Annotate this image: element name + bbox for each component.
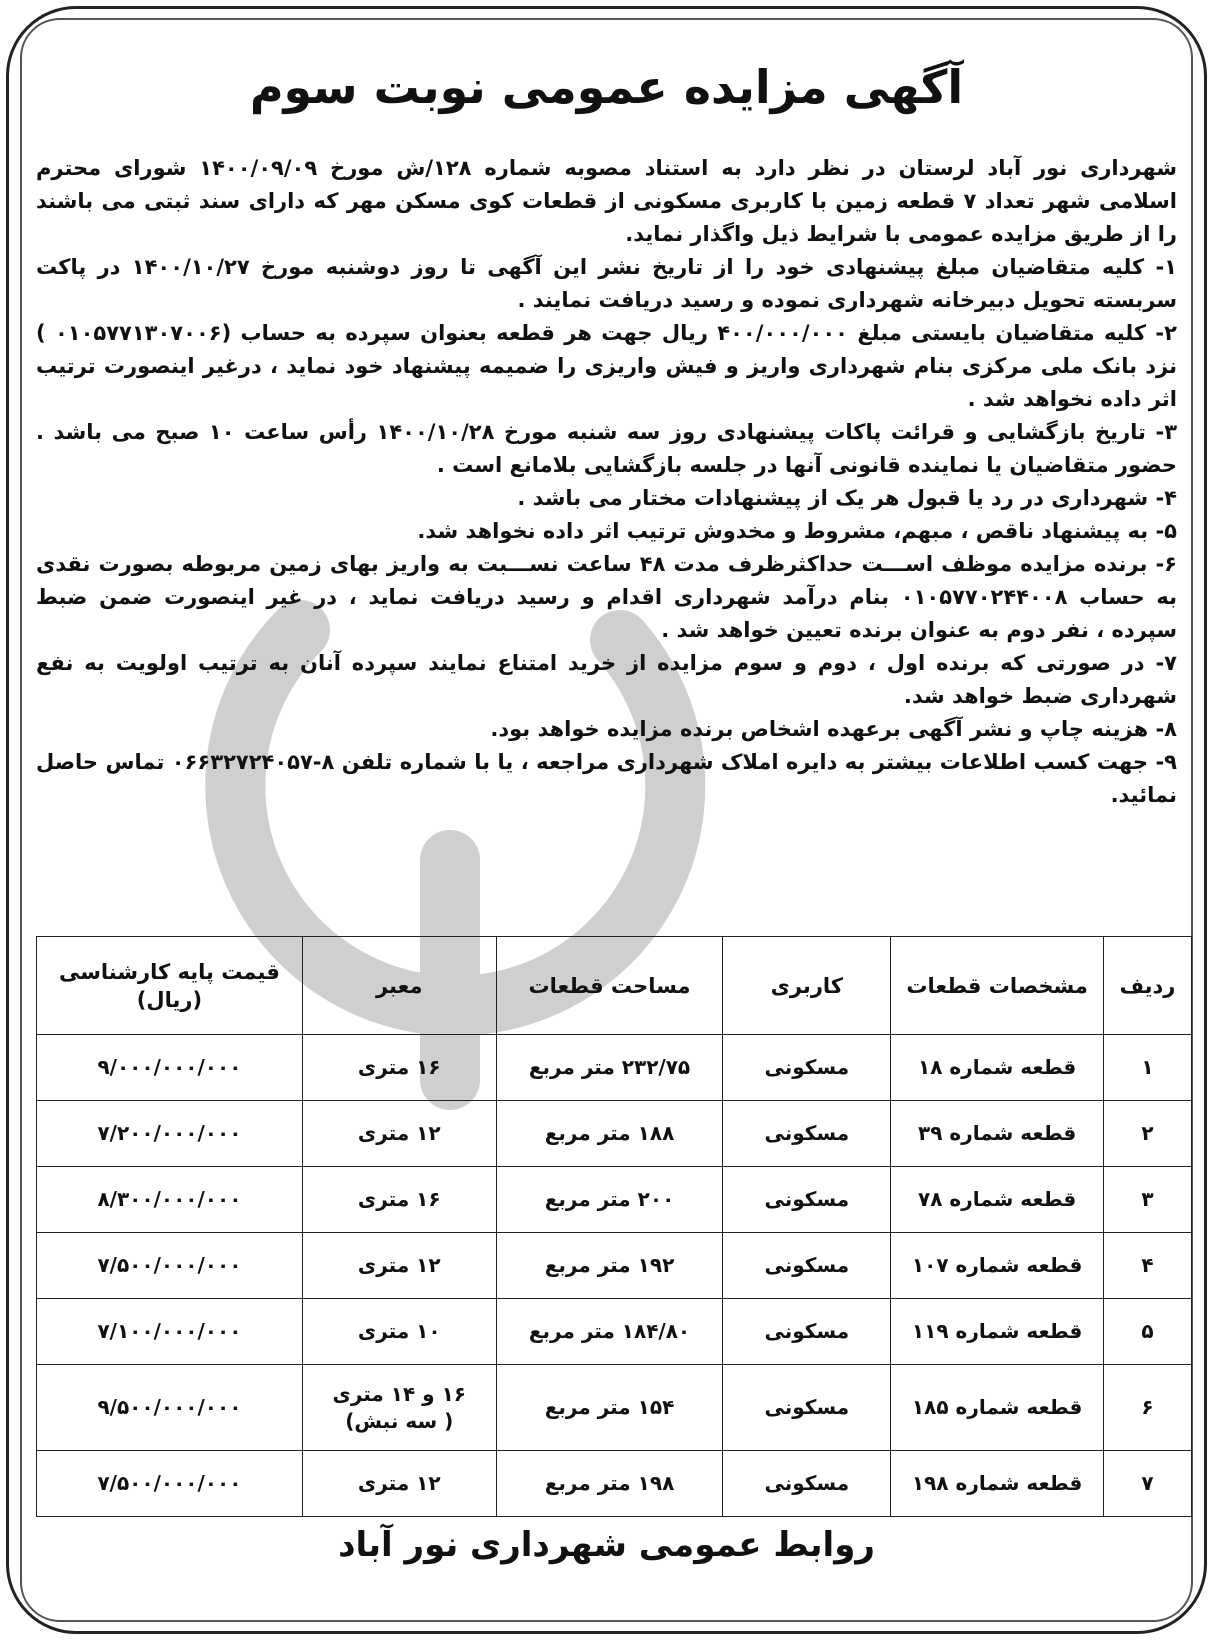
cell-spec: قطعه شماره ۱۸: [891, 1035, 1104, 1101]
cell-price: ۷/۱۰۰/۰۰۰/۰۰۰: [37, 1299, 303, 1365]
cell-use: مسکونی: [723, 1167, 891, 1233]
header-price: [37, 937, 303, 1035]
cell-use: مسکونی: [723, 1233, 891, 1299]
cell-spec: قطعه شماره ۳۹: [891, 1101, 1104, 1167]
cell-row-number: ۳: [1104, 1167, 1192, 1233]
cell-use: مسکونی: [723, 1299, 891, 1365]
footer-signature: روابط عمومی شهرداری نور آباد: [338, 1525, 875, 1565]
cell-use: مسکونی: [723, 1101, 891, 1167]
cell-price: ۹/۰۰۰/۰۰۰/۰۰۰: [37, 1035, 303, 1101]
passage-note: ( سه نبش): [345, 1408, 454, 1433]
clause-6: ۶- برنده مزایده موظف اســـت حداکثرظرف مدت ۴۸ ساعت نســـبت به واریز بهای زمین مربوطه بصورت نقدی به حساب ۰۱۰۵۷۷۰۲۴۴۰۰۸ بنام درآمد شهرداری اقدام و رسید دریافت نماید ، در غیر اینصورت ضمن ضبط سپرده ، نفر دوم به عنوان برنده تعیین خواهد شد .: [36, 552, 1178, 642]
clause-1: ۱- کلیه متقاضیان مبلغ پیشنهادی خود را از تاریخ نشر این آگهی تا روز دوشنبه مورخ ۱۴۰۰/۱۰/۲۷ در پاکت سربسته تحویل دبیرخانه شهرداری نموده و رسید دریافت نمایند .: [36, 255, 1177, 312]
cell-price: ۷/۵۰۰/۰۰۰/۰۰۰: [37, 1233, 303, 1299]
header-use: کاربری: [723, 937, 891, 1035]
cell-passage: ۱۶ متری: [302, 1167, 496, 1233]
cell-area: ۱۸۸ متر مربع: [496, 1101, 723, 1167]
table-row: [37, 1167, 1192, 1233]
cell-row-number: ۵: [1104, 1299, 1192, 1365]
cell-passage: ۱۲ متری: [302, 1451, 496, 1517]
notice-body: [36, 152, 1177, 812]
cell-passage: ۱۰ متری: [302, 1299, 496, 1365]
cell-row-number: ۱: [1104, 1035, 1192, 1101]
lots-table: [36, 936, 1192, 1517]
table-header-row: [37, 937, 1192, 1035]
table-row: [37, 1233, 1192, 1299]
header-area: مساحت قطعات: [496, 937, 723, 1035]
clause-9: ۹- جهت کسب اطلاعات بیشتر به دایره املاک شهرداری مراجعه ، یا با شماره تلفن ۸-۰۶۶۳۲۷۲۴۰۵۷ تماس حاصل نمائید.: [36, 750, 1177, 807]
cell-row-number: ۷: [1104, 1451, 1192, 1517]
cell-price: ۷/۵۰۰/۰۰۰/۰۰۰: [37, 1451, 303, 1517]
cell-row-number: ۴: [1104, 1233, 1192, 1299]
clause-7: ۷- در صورتی که برنده اول ، دوم و سوم مزایده از خرید امتناع نمایند سپرده آنان به ترتیب اولویت به نفع شهرداری ضبط خواهد شد.: [36, 651, 1177, 708]
cell-row-number: ۶: [1104, 1365, 1192, 1451]
cell-area: ۲۰۰ متر مربع: [496, 1167, 723, 1233]
cell-passage: ۱۲ متری: [302, 1233, 496, 1299]
cell-area: ۱۹۸ متر مربع: [496, 1451, 723, 1517]
table-row: [37, 1365, 1192, 1451]
cell-spec: قطعه شماره ۱۰۷: [891, 1233, 1104, 1299]
cell-use: مسکونی: [723, 1365, 891, 1451]
header-passage: معبر: [302, 937, 496, 1035]
cell-price: ۸/۳۰۰/۰۰۰/۰۰۰: [37, 1167, 303, 1233]
clause-3: ۳- تاریخ بازگشایی و قرائت پاکات پیشنهادی روز سه شنبه مورخ ۱۴۰۰/۱۰/۲۸ رأس ساعت ۱۰ صبح می باشد . حضور متقاضیان یا نماینده قانونی آنها در جلسه بازگشایی بلامانع است .: [36, 420, 1178, 477]
cell-passage: [302, 1365, 496, 1451]
clause-5: ۵- به پیشنهاد ناقص ، مبهم، مشروط و مخدوش ترتیب اثر داده نخواهد شد.: [417, 519, 1177, 543]
intro-paragraph: شهرداری نور آباد لرستان در نظر دارد به استناد مصوبه شماره ۱۲۸/ش مورخ ۱۴۰۰/۰۹/۰۹ شورای محترم اسلامی شهر تعداد ۷ قطعه زمین با کاربری مسکونی از قطعات کوی مسکن مهر که دارای سند ثبتی می باشند را از طریق مزایده عمومی با شرایط ذیل واگذار نماید.: [36, 156, 1177, 246]
cell-area: ۱۵۴ متر مربع: [496, 1365, 723, 1451]
cell-area: ۱۹۲ متر مربع: [496, 1233, 723, 1299]
cell-spec: قطعه شماره ۱۹۸: [891, 1451, 1104, 1517]
header-price-unit: (ریال): [136, 987, 203, 1012]
cell-passage: ۱۲ متری: [302, 1101, 496, 1167]
cell-spec: قطعه شماره ۱۱۹: [891, 1299, 1104, 1365]
header-row-number: ردیف: [1104, 937, 1192, 1035]
header-price-title: قیمت پایه کارشناسی: [59, 959, 280, 984]
clause-4: ۴- شهرداری در رد یا قبول هر یک از پیشنهادات مختار می باشد .: [517, 486, 1177, 510]
cell-price: ۷/۲۰۰/۰۰۰/۰۰۰: [37, 1101, 303, 1167]
notice-title: آگهی مزایده عمومی نوبت سوم: [249, 60, 964, 114]
table-row: [37, 1451, 1192, 1517]
cell-price: ۹/۵۰۰/۰۰۰/۰۰۰: [37, 1365, 303, 1451]
cell-area: ۱۸۴/۸۰ متر مربع: [496, 1299, 723, 1365]
cell-spec: قطعه شماره ۱۸۵: [891, 1365, 1104, 1451]
cell-use: مسکونی: [723, 1451, 891, 1517]
cell-row-number: ۲: [1104, 1101, 1192, 1167]
cell-spec: قطعه شماره ۷۸: [891, 1167, 1104, 1233]
passage-value: ۱۶ و ۱۴ متری: [332, 1381, 466, 1406]
table-row: [37, 1101, 1192, 1167]
cell-passage: ۱۶ متری: [302, 1035, 496, 1101]
clause-2: ۲- کلیه متقاضیان بایستی مبلغ ۴۰۰/۰۰۰/۰۰۰ ریال جهت هر قطعه بعنوان سپرده به حساب (۰۱۰۵۷۷۱۳۰۷۰۰۶ ) نزد بانک ملی مرکزی بنام شهرداری واریز و فیش واریزی را ضمیمه پیشنهاد خود نماید ، درغیر اینصورت ترتیب اثر داده نخواهد شد .: [36, 321, 1177, 411]
cell-area: ۲۳۲/۷۵ متر مربع: [496, 1035, 723, 1101]
table-row: [37, 1035, 1192, 1101]
table-row: [37, 1299, 1192, 1365]
clause-8: ۸- هزینه چاپ و نشر آگهی برعهده اشخاص برنده مزایده خواهد بود.: [490, 717, 1177, 741]
cell-use: مسکونی: [723, 1035, 891, 1101]
header-spec: مشخصات قطعات: [891, 937, 1104, 1035]
